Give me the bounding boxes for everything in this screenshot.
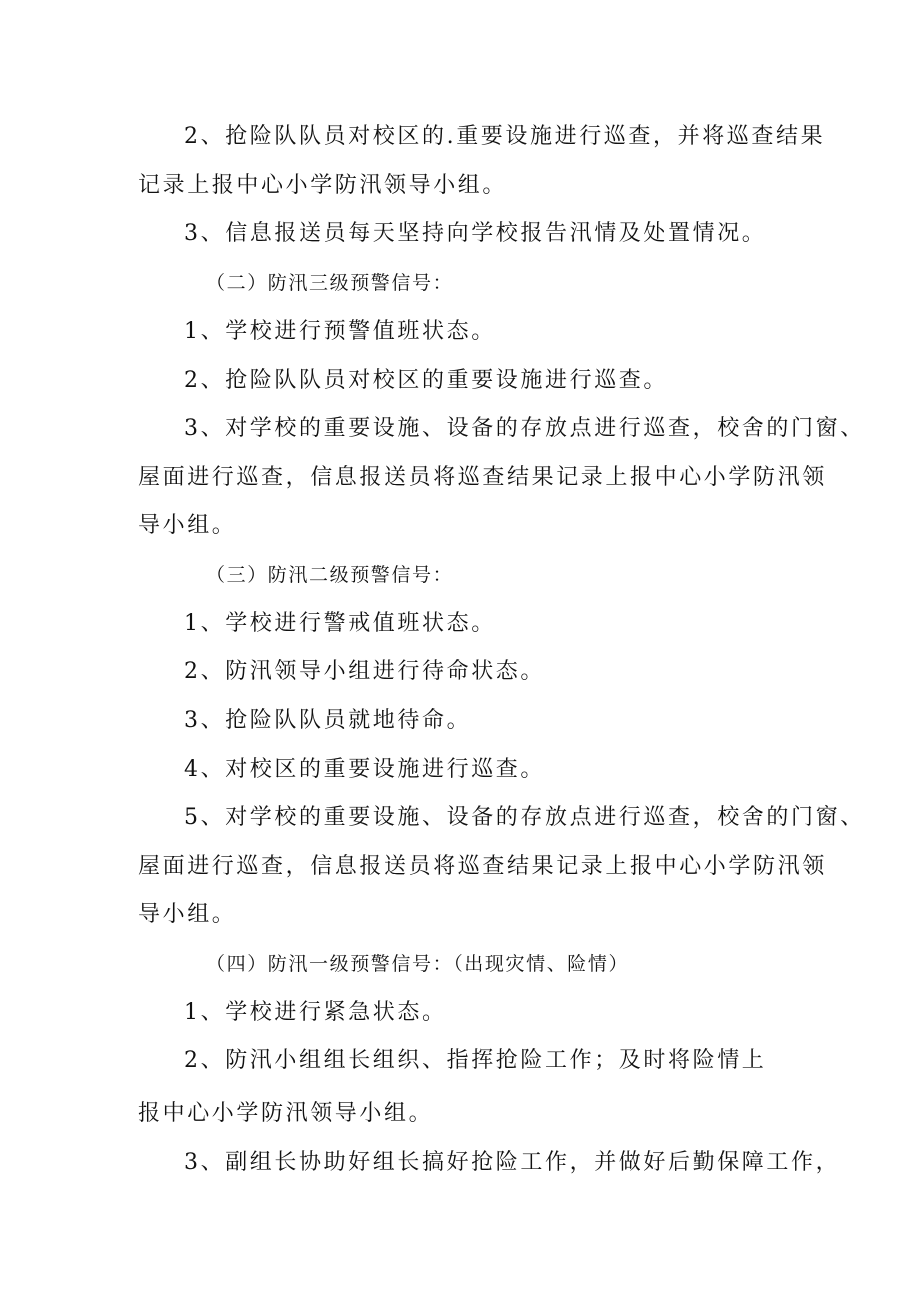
paragraph-line: 3、对学校的重要设施、设备的存放点进行巡查，校舍的门窗、: [184, 416, 865, 441]
paragraph-line: 3、抢险队队员就地待命。: [184, 708, 472, 733]
paragraph-line: 2、抢险队队员对校区的.重要设施进行巡查，并将巡查结果: [184, 124, 826, 149]
section-heading: （四）防汛一级预警信号：（出现灾情、险情）: [206, 953, 630, 975]
paragraph-line: 导小组。: [138, 902, 237, 927]
section-heading: （二）防汛三级预警信号：: [206, 272, 454, 294]
paragraph-line: 2、防汛领导小组进行待命状态。: [184, 659, 545, 684]
section-heading: （三）防汛二级预警信号：: [206, 564, 454, 586]
paragraph-line: 1、学校进行预警值班状态。: [184, 319, 496, 344]
paragraph-line: 2、抢险队队员对校区的重要设施进行巡查。: [184, 368, 668, 393]
paragraph-line: 1、学校进行紧急状态。: [184, 1000, 447, 1025]
paragraph-line: 3、信息报送员每天坚持向学校报告汛情及处置情况。: [184, 221, 767, 246]
paragraph-line: 导小组。: [138, 513, 237, 538]
paragraph-line: 记录上报中心小学防汛领导小组。: [138, 173, 508, 198]
paragraph-line: 3、副组长协助好组长搞好抢险工作，并做好后勤保障工作，: [184, 1150, 841, 1175]
paragraph-line: 屋面进行巡查，信息报送员将巡查结果记录上报中心小学防汛领: [138, 854, 827, 879]
paragraph-line: 报中心小学防汛领导小组。: [138, 1101, 434, 1126]
paragraph-line: 屋面进行巡查，信息报送员将巡查结果记录上报中心小学防汛领: [138, 465, 827, 490]
paragraph-line: 1、学校进行警戒值班状态。: [184, 611, 496, 636]
paragraph-line: 5、对学校的重要设施、设备的存放点进行巡查，校舍的门窗、: [184, 805, 865, 830]
paragraph-line: 4、对校区的重要设施进行巡查。: [184, 757, 545, 782]
paragraph-line: 2、防汛小组组长组织、指挥抢险工作；及时将险情上: [184, 1048, 767, 1073]
